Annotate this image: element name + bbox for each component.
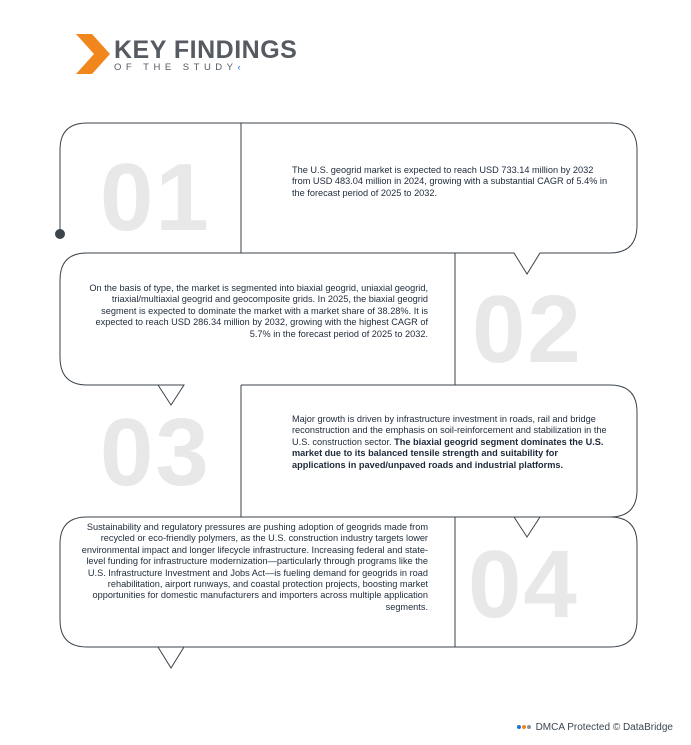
footer-text: DMCA Protected © DataBridge (535, 722, 673, 733)
finding-number-02: 02 (472, 276, 583, 383)
finding-text-01: The U.S. geogrid market is expected to reach USD 733.14 million by 2032 from USD 483.04 million in 2024, growing with a substantial CAGR of 5.4% in the forecast period of 2025 to 2032. (292, 165, 608, 198)
page-subtitle: OF THE STUDY‹ (114, 62, 241, 73)
subtitle-mark-icon: ‹ (237, 62, 241, 73)
page-title: KEY FINDINGS (114, 36, 298, 64)
finding-text-02: On the basis of type, the market is segmented into biaxial geogrid, uniaxial geogrid, triaxial/multiaxial geogrid and geocomposite grids. In 2025, the biaxial geogrid segment is expected to dominate the market with a market share of 38.28%. It is expected to reach USD 286.34 million by 2032, growing with the highest CAGR of 5.7% in the forecast period of 2025 to 2032. (89, 283, 428, 339)
finding-text-03-plain: Major growth is driven by infrastructure investment in roads, rail and bridge reconstruction and the emphasis on soil-reinforcement and stabilization in the U.S. construction sector. (292, 414, 607, 447)
timeline-start-dot (55, 229, 65, 239)
finding-number-01: 01 (100, 144, 211, 251)
finding-number-04: 04 (468, 531, 579, 638)
finding-number-03: 03 (100, 399, 211, 506)
dmca-dots-icon (517, 722, 532, 733)
dmca-badge[interactable] (517, 722, 673, 733)
finding-text-03-bold: The biaxial geogrid segment dominates the U.S. market due to its balanced tensile strength and suitability for applications in paved/unpaved roads and industrial platforms. (292, 436, 604, 470)
finding-text-03 (292, 414, 612, 471)
finding-text-04: Sustainability and regulatory pressures are pushing adoption of geogrids made from recycled or eco-friendly polymers, as the U.S. construction industry targets lower environmental impact and longer lifecycle infrastructure. Increasing federal and state-level funding for infrastructure modernization—particularly through programs like the U.S. Infrastructure Investment and Jobs Act—is fueling demand for geogrids in road rehabilitation, airport runways, and coastal protection projects, boosting market opportunities for domestic manufacturers and importers across multiple application segments. (81, 522, 428, 612)
